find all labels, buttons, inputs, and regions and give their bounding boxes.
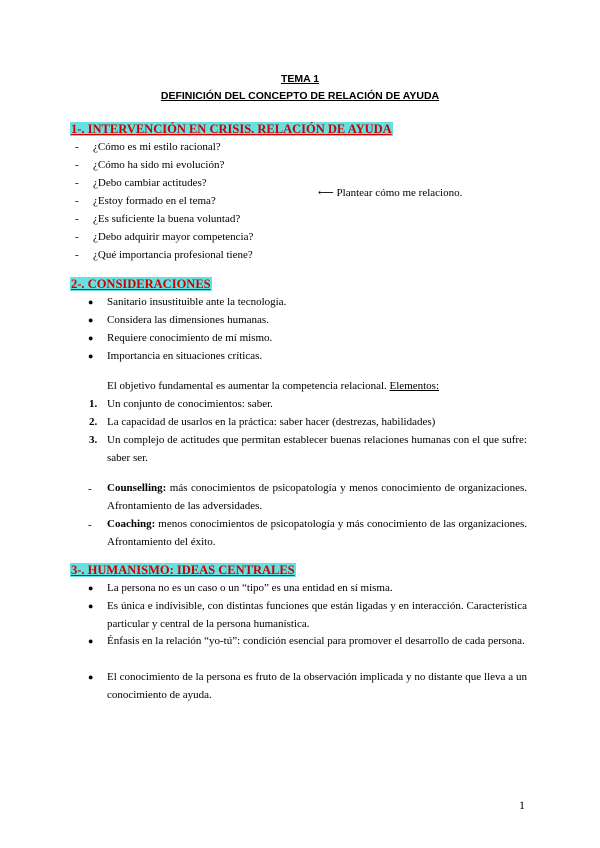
list-item: ¿Cómo es mi estilo racional?	[93, 141, 221, 153]
list-item: Sanitario insustituible ante la tecnología.	[107, 296, 287, 308]
section3-heading: 3-. HUMANISMO: IDEAS CENTRALES	[71, 563, 295, 577]
page-title: TEMA 1	[280, 73, 320, 85]
bullet-marker: ●	[88, 315, 94, 325]
objective-paragraph	[107, 379, 439, 393]
list-item: Un complejo de actitudes que permitan establecer buenas relaciones humanas con el que sufre: saber ser.	[107, 434, 527, 464]
list-item: Es única e indivisible, con distintas funciones que están ligadas y en interacción. Característica particular y central de la persona humanística.	[107, 600, 527, 630]
list-item: ¿Qué importancia profesional tiene?	[93, 249, 253, 261]
coaching-label: Coaching:	[107, 518, 156, 530]
section2-heading: 2-. CONSIDERACIONES	[71, 277, 211, 291]
counselling-text: más conocimientos de psicopatología y menos conocimiento de organizaciones. Afrontamiento de las adversidades.	[107, 482, 527, 512]
list-item: La capacidad de usarlos en la práctica: saber hacer (destrezas, habilidades)	[107, 416, 436, 428]
list-item: ¿Debo adquirir mayor competencia?	[93, 231, 254, 243]
item-number: 3.	[89, 434, 98, 446]
bullet-marker: ●	[88, 672, 94, 682]
dash-marker: -	[75, 159, 79, 171]
dash-marker: -	[75, 249, 79, 261]
objective-text: El objetivo fundamental es aumentar la competencia relacional.	[107, 380, 387, 392]
page-subtitle: DEFINICIÓN DEL CONCEPTO DE RELACIÓN DE AYUDA	[160, 90, 440, 102]
list-item: Requiere conocimiento de mí mismo.	[107, 332, 273, 344]
list-item: El conocimiento de la persona es fruto de la observación implicada y no distante que lleva a un conocimiento de ayuda.	[107, 671, 527, 701]
list-item: La persona no es un caso o un “tipo” es una entidad en sí misma.	[107, 582, 393, 594]
dash-marker: -	[88, 483, 92, 495]
list-item: ¿Es suficiente la buena voluntad?	[93, 213, 241, 225]
list-item: Un conjunto de conocimientos: saber.	[107, 398, 273, 410]
item-number: 2.	[89, 416, 98, 428]
bullet-marker: ●	[88, 601, 94, 611]
bullet-marker: ●	[88, 583, 94, 593]
side-note: ⟵ Plantear cómo me relaciono.	[318, 187, 463, 199]
dash-marker: -	[75, 195, 79, 207]
counselling-label: Counselling:	[107, 482, 167, 494]
page-number: 1	[519, 798, 525, 812]
coaching-text: menos conocimientos de psicopatología y más conocimiento de las organizaciones. Afrontamiento del éxito.	[107, 518, 527, 548]
list-item: Importancia en situaciones críticas.	[107, 350, 263, 362]
item-number: 1.	[89, 398, 98, 410]
dash-marker: -	[75, 213, 79, 225]
list-item: Considera las dimensiones humanas.	[107, 314, 269, 326]
counselling-paragraph	[107, 479, 527, 515]
elements-label: Elementos:	[389, 380, 440, 392]
bullet-marker: ●	[88, 636, 94, 646]
list-item: Énfasis en la relación “yo-tú”: condición esencial para promover el desarrollo de cada persona.	[107, 635, 525, 647]
dash-marker: -	[75, 141, 79, 153]
bullet-marker: ●	[88, 351, 94, 361]
dash-marker: -	[75, 177, 79, 189]
coaching-paragraph	[107, 515, 527, 551]
dash-marker: -	[75, 231, 79, 243]
bullet-marker: ●	[88, 333, 94, 343]
list-item: ¿Cómo ha sido mi evolución?	[93, 159, 225, 171]
list-item: ¿Debo cambiar actitudes?	[93, 177, 207, 189]
list-item: ¿Estoy formado en el tema?	[93, 195, 216, 207]
bullet-marker: ●	[88, 297, 94, 307]
dash-marker: -	[88, 519, 92, 531]
section1-heading: 1-. INTERVENCIÓN EN CRISIS. RELACIÓN DE AYUDA	[71, 122, 392, 136]
